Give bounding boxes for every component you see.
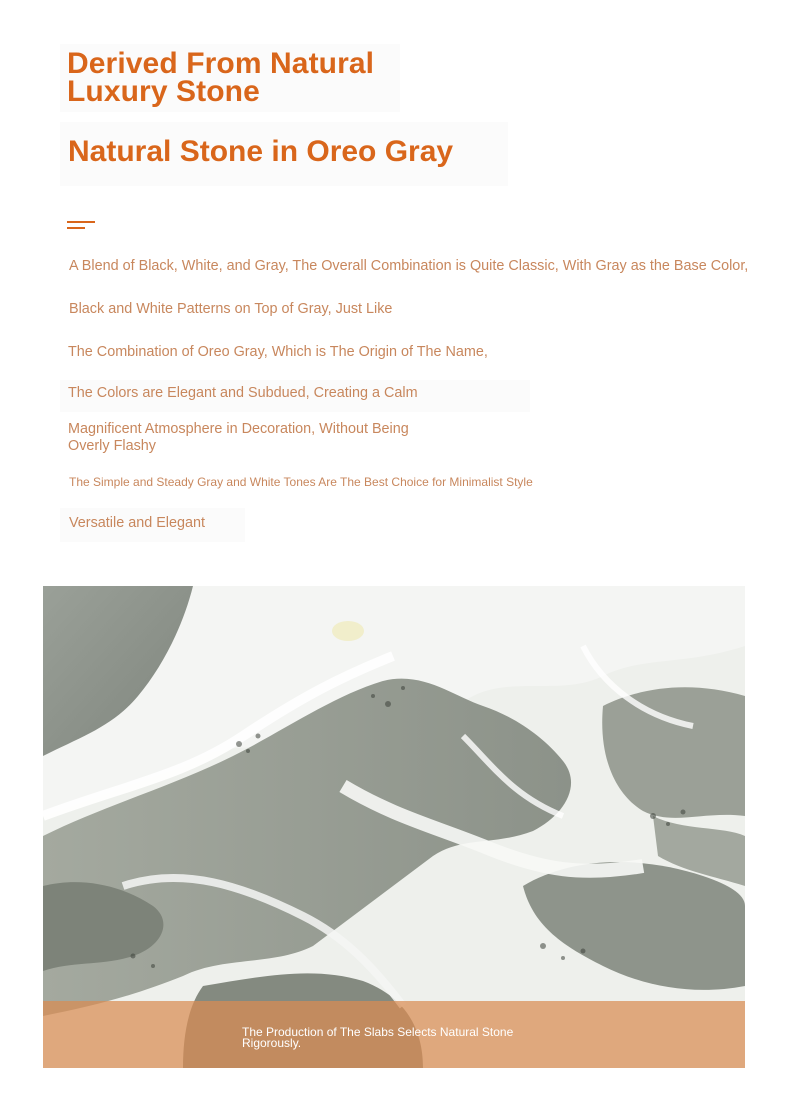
paragraph-line-1: A Blend of Black, White, and Gray, The Overall Combination is Quite Classic, With Gray as the Base Color, bbox=[69, 258, 749, 274]
hamburger-lines-icon bbox=[67, 221, 95, 231]
paragraph-line-5: Magnificent Atmosphere in Decoration, Without Being Overly Flashy bbox=[68, 421, 409, 454]
paragraph-line-4: The Colors are Elegant and Subdued, Creating a Calm bbox=[68, 385, 418, 401]
paragraph-line-6: The Simple and Steady Gray and White Tones Are The Best Choice for Minimalist Style bbox=[69, 475, 533, 489]
page-title: Derived From Natural Luxury Stone bbox=[67, 47, 375, 108]
image-caption: The Production of The Slabs Selects Natural Stone Rigorously. bbox=[242, 1025, 514, 1050]
marble-texture bbox=[43, 586, 745, 1068]
caption-band bbox=[43, 1001, 745, 1068]
paragraph-line-2: Black and White Patterns on Top of Gray, Just Like bbox=[69, 301, 393, 317]
marble-slab-photo bbox=[43, 586, 745, 1068]
page-subtitle: Natural Stone in Oreo Gray bbox=[68, 135, 454, 168]
paragraph-line-7: Versatile and Elegant bbox=[69, 515, 206, 531]
paragraph-line-3: The Combination of Oreo Gray, Which is The Origin of The Name, bbox=[68, 344, 488, 360]
